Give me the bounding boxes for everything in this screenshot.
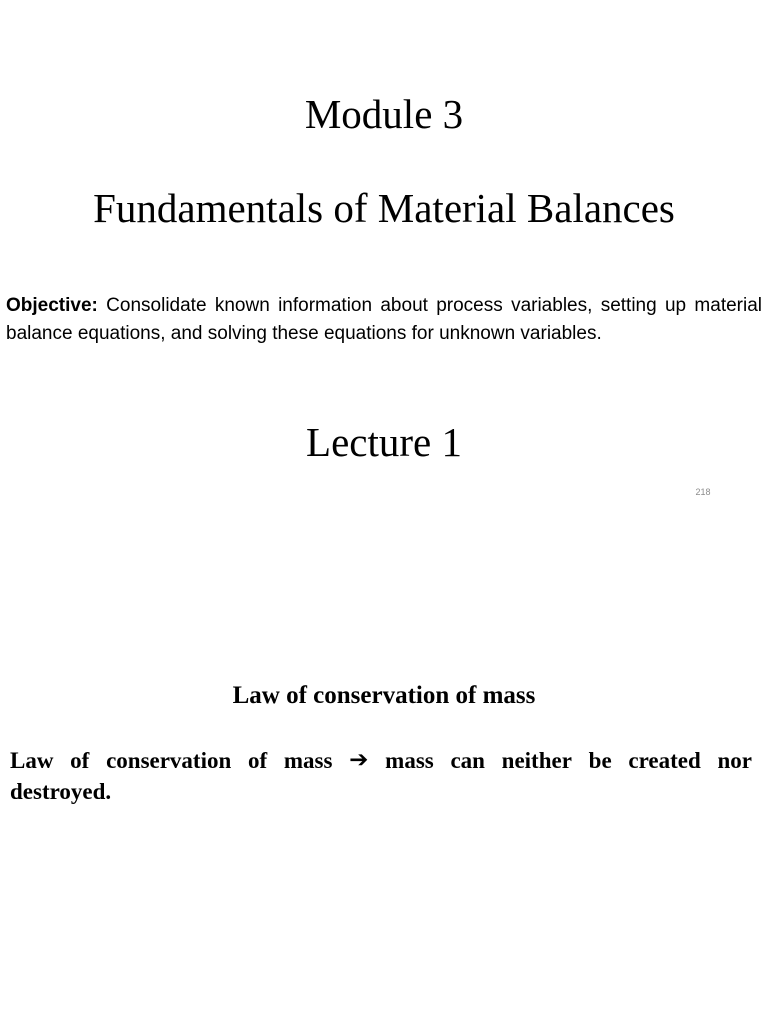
lecture-title: Lecture 1 [306,419,462,465]
law-word: can [450,748,485,773]
law-word: mass [283,748,333,773]
law-word: neither [501,748,572,773]
law-word: Law [10,748,54,773]
law-statement [10,745,752,807]
module-subtitle: Fundamentals of Material Balances [93,185,675,231]
page-number: 218 [695,487,711,497]
law-word: created [628,748,701,773]
objective-paragraph [6,292,762,348]
objective-label: Objective: [6,295,98,316]
law-word: of [248,748,268,773]
law-word: of [70,748,90,773]
law-statement-line2: destroyed. [10,779,112,804]
law-word: nor [717,748,752,773]
slide-conservation-law [0,512,768,1024]
law-statement-line1 [10,745,752,776]
law-heading: Law of conservation of mass [232,682,536,709]
right-arrow-icon: ➔ [349,747,369,773]
law-word: be [588,748,612,773]
module-title: Module 3 [304,91,464,137]
law-word: mass [385,748,434,773]
objective-text: Consolidate known information about process variables, setting up material balance equations, and solving these equations for unknown variables. [6,295,762,344]
law-word: conservation [106,748,232,773]
